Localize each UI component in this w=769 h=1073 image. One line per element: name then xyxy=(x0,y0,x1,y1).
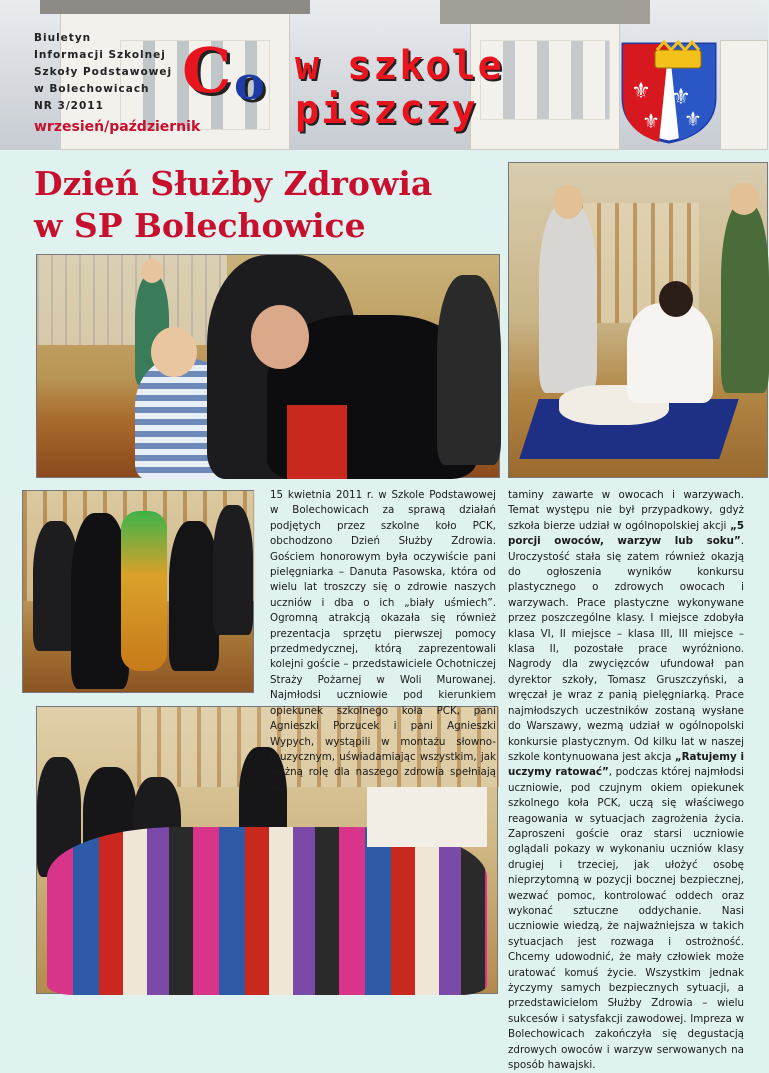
building-roof-right xyxy=(440,0,650,24)
masthead-line: Biuletyn xyxy=(34,32,92,44)
photo-woman xyxy=(721,203,769,393)
svg-text:⚜: ⚜ xyxy=(671,85,691,110)
logo-letter-c: C xyxy=(182,34,232,107)
col2-text: , podczas której najmłodsi uczniowie, pod czujnym okiem opiekunek szkolnego koła PCK, uczą się właściwego reagowania w sytuacjach zagrożenia życia. Zaproszeni goście oraz starsi uczniowie oglądali pokazy w wykonaniu uczniów klasy drugiej i trzeciej, jak ułożyć osobę nieprzytomną w pozycji bocznej bezpiecznej, wezwać pomoc, kontrolować oddech oraz wykonać sztuczne oddychanie. Nasi uczniowie wiedzą, że najważniejsza w takich sytuacjach jest rozwaga i ostrożność. Chcemy udowodnić, że mały człowiek może uratować komuś życie. Wszystkim jednak życzymy samych bezpiecznych sytuacji, a przedstawicielom Służby Zdrowia – wielu sukcesów i satysfakcji zawodowej. Impreza w Bolechowicach zakończyła się degustacją zdrowych owoców i warzyw serwowanych na sposób hawajski. xyxy=(508,766,744,1072)
title-line-2: w SP Bolechowice xyxy=(34,206,366,245)
firefighter-oxygen-mask-photo xyxy=(36,254,500,478)
photo-teacher xyxy=(539,203,597,393)
photo-net xyxy=(37,255,227,345)
photo-red-bag xyxy=(287,405,347,479)
logo-line-2: piszczy xyxy=(295,87,478,133)
photo-teacher-head xyxy=(553,185,583,219)
article-column-1: 15 kwietnia 2011 r. w Szkole Podstawowej w Bolechowicach za sprawą działań podjętych przez szkolne koło PCK, obchodzono Dzień Służby Zdrowia. Gościem honorowym była oczywiście pani pielęgniarka – Danuta Pasowska, która od wielu lat troszczy się o zdrowie naszych uczniów i dba o ich „biały uśmiech”. Ogromną atrakcją okazała się również prezentacja sprzętu pierwszej pomocy przedmedycznej, którą zaprezentowali kolejni goście – przedstawiciele Ochotniczej Straży Pożarnej w Woli Murowanej. Najmłodsi uczniowie pod kierunkiem opiekunek szkolnego koła PCK, pani Agnieszki Porzucek i pani Agnieszki Wypych, wystąpili w montażu słowno- muzycznym, uświadamiając wszystkim, jak ważną rolę dla naszego zdrowia spełniają wi- xyxy=(270,489,496,794)
article-title xyxy=(34,163,494,247)
coat-of-arms-icon xyxy=(619,40,719,144)
photo-stretcher xyxy=(121,511,167,671)
masthead-line: Szkoły Podstawowej xyxy=(34,66,173,78)
photo-children-group xyxy=(47,827,487,995)
photo-firefighter xyxy=(213,505,253,635)
photo-photographer xyxy=(437,275,501,465)
photo-child-head xyxy=(151,327,197,377)
logo-line-1: w szkole xyxy=(295,43,504,89)
masthead-line: w Bolechowicach xyxy=(34,83,150,95)
building-roof xyxy=(40,0,310,14)
masthead xyxy=(34,30,172,115)
cpr-demonstration-photo xyxy=(508,162,768,478)
issue-number: NR 3/2011 xyxy=(34,100,104,112)
photo-student-head xyxy=(659,281,693,317)
svg-text:⚜: ⚜ xyxy=(631,79,651,104)
building-bg-far xyxy=(720,40,768,150)
svg-text:⚜: ⚜ xyxy=(642,109,660,133)
col2-bold-action: „Ratujemy i uczymy ratować” xyxy=(508,750,744,779)
col2-text: taminy zawarte w owocach i warzywach. Temat występu nie był przypadkowy, gdyż szkoła bierze udział w ogólnopolskiej akcji xyxy=(508,489,744,532)
article-column-2 xyxy=(508,488,744,1073)
firefighters-stretcher-photo xyxy=(22,490,254,693)
photo-woman-head xyxy=(729,183,759,215)
logo-letter-o: o xyxy=(234,56,265,110)
masthead-line: Informacji Szkolnej xyxy=(34,49,166,61)
photo-student xyxy=(627,303,713,403)
photo-firefighter xyxy=(169,521,219,671)
photo-firefighter-head xyxy=(251,305,309,369)
col2-text: . Uroczystość stała się zatem również okazją do ogłoszenia wyników konkursu plastycznego o zdrowych owocach i warzywach. Prace plastyczne wykonywane przez poszczególne klasy. I miejsce zdobyła klasa VI, II miejsce – klasa III, III miejsce – klasa II, pozostałe prace wyróżniono. Nagrody dla zwycięzców ufundował pan dyrektor szkoły, Tomasz Gruszczyński, a wręczał je wraz z panią pielęgniarką. Prace najmłodszych uczestników zostaną wysłane do Warszawy, wezmą udział w ogólnopolski konkursie plastycznym. Od kilku lat w naszej szkole kontynuowana jest akcja xyxy=(508,535,744,763)
header-banner xyxy=(0,0,768,150)
svg-text:⚜: ⚜ xyxy=(684,107,702,131)
title-line-1: Dzień Służby Zdrowia xyxy=(34,164,433,203)
photo-head xyxy=(141,259,163,283)
issue-month: wrzesień/październik xyxy=(34,119,201,135)
col2-bold-campaign: „5 porcji owoców, warzyw lub soku” xyxy=(508,519,744,548)
